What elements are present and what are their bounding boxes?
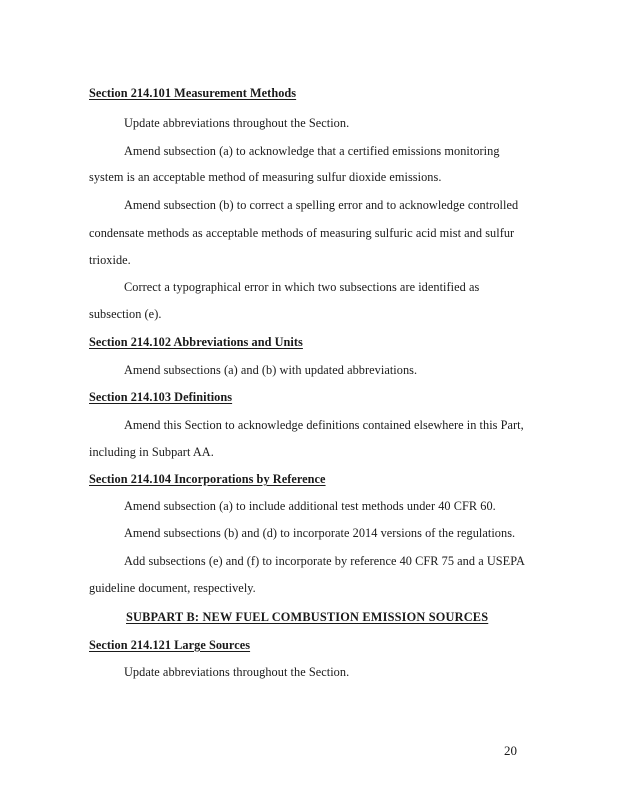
section-214-104-paragraph-3-line-1: Add subsections (e) and (f) to incorporate by reference 40 CFR 75 and a USEPA xyxy=(124,554,525,568)
section-214-101-paragraph-3-line-2: condensate methods as acceptable methods of measuring sulfuric acid mist and sulfur xyxy=(89,226,515,240)
page-number: 20 xyxy=(504,743,517,758)
section-214-101-paragraph-4-line-2: subsection (e). xyxy=(89,307,162,321)
subpart-b-heading: SUBPART B: NEW FUEL COMBUSTION EMISSION SOURCES xyxy=(126,610,489,624)
section-214-101-paragraph-2-line-1: Amend subsection (a) to acknowledge that a certified emissions monitoring xyxy=(124,144,500,158)
section-214-101-paragraph-3-line-1: Amend subsection (b) to correct a spelling error and to acknowledge controlled xyxy=(124,198,519,212)
section-214-121-paragraph-1: Update abbreviations throughout the Section. xyxy=(124,665,350,679)
section-214-103-paragraph-1-line-1: Amend this Section to acknowledge definitions contained elsewhere in this Part, xyxy=(124,418,524,432)
section-214-104-paragraph-1: Amend subsection (a) to include additional test methods under 40 CFR 60. xyxy=(124,499,496,513)
section-214-104-paragraph-3-line-2: guideline document, respectively. xyxy=(89,581,256,595)
section-214-103-heading: Section 214.103 Definitions xyxy=(89,390,233,404)
section-214-104-paragraph-2: Amend subsections (b) and (d) to incorporate 2014 versions of the regulations. xyxy=(124,526,516,540)
section-214-101-paragraph-2-line-2: system is an acceptable method of measuring sulfur dioxide emissions. xyxy=(89,170,442,184)
section-214-121-heading: Section 214.121 Large Sources xyxy=(89,638,251,652)
section-214-102-heading: Section 214.102 Abbreviations and Units xyxy=(89,335,303,349)
section-214-101-heading: Section 214.101 Measurement Methods xyxy=(89,86,297,100)
section-214-102-paragraph-1: Amend subsections (a) and (b) with updated abbreviations. xyxy=(124,363,418,377)
section-214-101-paragraph-3-line-3: trioxide. xyxy=(89,253,131,267)
section-214-101-paragraph-4-line-1: Correct a typographical error in which two subsections are identified as xyxy=(124,280,480,294)
section-214-101-paragraph-1: Update abbreviations throughout the Section. xyxy=(124,116,350,130)
section-214-103-paragraph-1-line-2: including in Subpart AA. xyxy=(89,445,214,459)
section-214-104-heading: Section 214.104 Incorporations by Reference xyxy=(89,472,326,486)
